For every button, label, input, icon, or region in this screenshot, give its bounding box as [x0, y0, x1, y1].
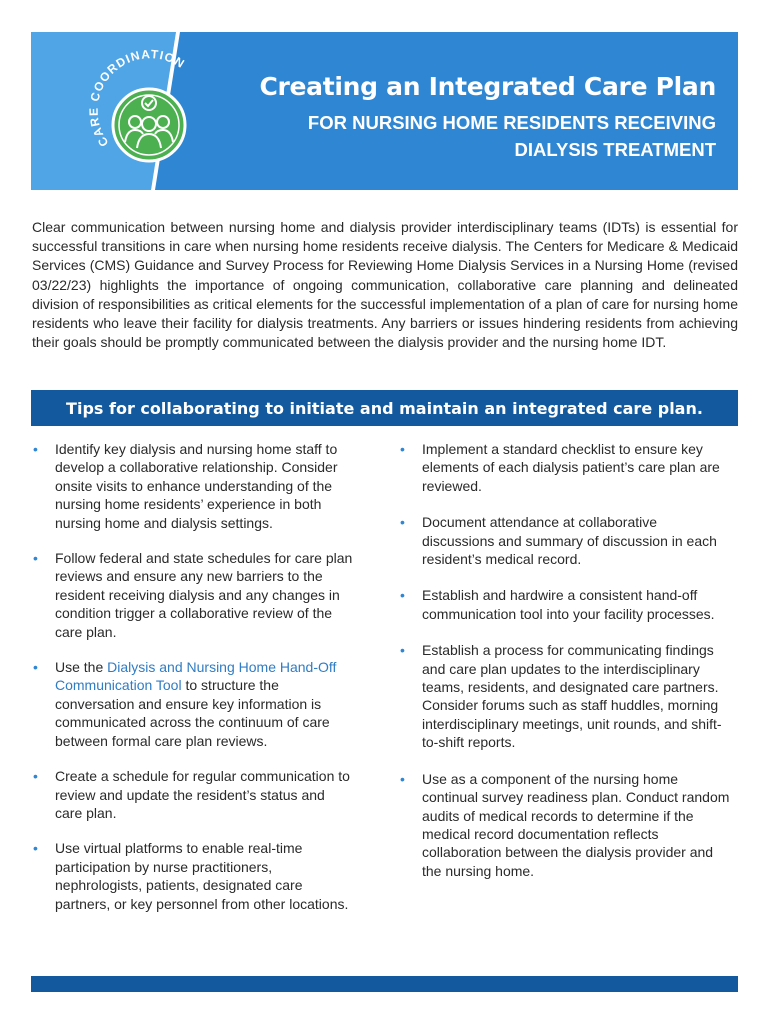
tip-item: • Create a schedule for regular communication to review and update the resident’s status and care plan. [33, 767, 353, 822]
tip-item: • Establish and hardwire a consistent hand-off communication tool into your facility processes. [400, 586, 730, 623]
header-banner [31, 32, 738, 190]
subtitle-line-1: FOR NURSING HOME RESIDENTS RECEIVING [307, 112, 716, 133]
tip-text: to structure the conversation and ensure key information is communicated across the continuum of care between formal care plan reviews. [55, 677, 330, 749]
care-team-icon [113, 89, 185, 161]
tip-item [33, 658, 353, 750]
footer-bar [31, 976, 738, 992]
tips-heading-bar [31, 390, 738, 426]
tip-item: • Use virtual platforms to enable real-time participation by nurse practitioners, nephrologists, patients, designated care partners, or key personnel from other locations. [33, 839, 353, 913]
tips-heading: Tips for collaborating to initiate and maintain an integrated care plan. [66, 398, 703, 418]
hand-off-tool-link[interactable]: Dialysis and Nursing Home Hand-Off Communication Tool [55, 659, 337, 694]
subtitle-line-2: DIALYSIS TREATMENT [514, 139, 716, 160]
badge-text: CARE COORDINATION [86, 47, 188, 150]
tips-right-column [400, 440, 730, 898]
page-subtitle [196, 109, 716, 163]
tip-item: • Establish a process for communicating findings and care plan updates to the interdisciplinary teams, residents, and designated care partners. Consider forums such as staff huddles, morning interdisciplinary meetings, unit rounds, and shift-to-shift reports. [400, 641, 730, 751]
intro-paragraph: Clear communication between nursing home and dialysis provider interdisciplinary teams (IDTs) is essential for successful transitions in care when nursing home residents receive dialysis. The Centers for Medicare & Medicaid Services (CMS) Guidance and Survey Process for Reviewing Home Dialysis Services in a Nursing Home (revised 03/22/23) highlights the importance of ongoing communication, collaborative care planning and delineated division of responsibilities as critical elements for the successful implementation of a plan of care for nursing home residents who leave their facility for dialysis treatments. Any barriers or issues hindering residents from achieving their goals should be promptly communicated between the dialysis provider and the nursing home IDT. [32, 219, 738, 351]
tip-text: Use the [55, 659, 108, 676]
tip-item: • Use as a component of the nursing home continual survey readiness plan. Conduct random audits of medical records to determine if the medical record documentation reflects collaboration between the dialysis provider and the nursing home. [400, 770, 730, 880]
tip-item: • Follow federal and state schedules for care plan reviews and ensure any new barriers to the resident receiving dialysis and any changes in condition trigger a collaborative review of the care plan. [33, 549, 353, 641]
tips-left-column [33, 440, 353, 930]
tip-item: • Document attendance at collaborative discussions and summary of discussion in each resident’s medical record. [400, 513, 730, 568]
tip-item: • Implement a standard checklist to ensure key elements of each dialysis patient’s care plan are reviewed. [400, 440, 730, 495]
page-title: Creating an Integrated Care Plan [259, 72, 716, 101]
tip-item: • Identify key dialysis and nursing home staff to develop a collaborative relationship. Consider onsite visits to enhance understanding of the nursing home residents’ experience in both nursing home and dialysis settings. [33, 440, 353, 532]
